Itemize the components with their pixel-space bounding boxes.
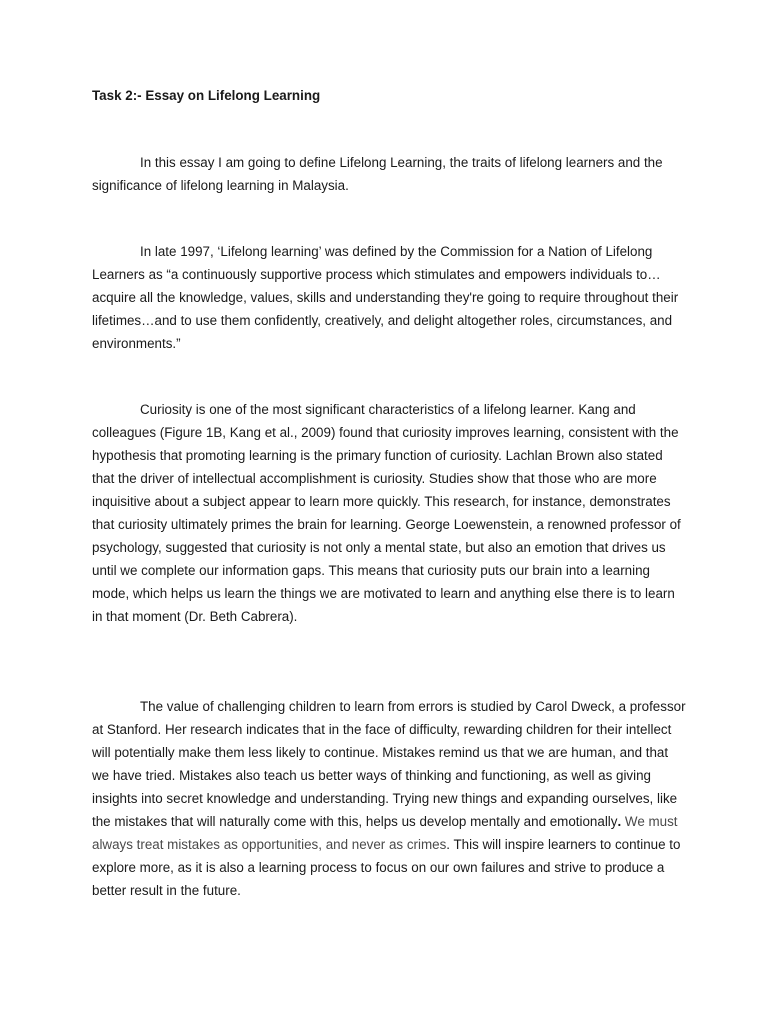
paragraph-mistakes-period: .: [617, 814, 622, 829]
paragraph-introduction: In this essay I am going to define Lifelong Learning, the traits of lifelong learners and the significance of lifelong learning in Malaysia.: [92, 155, 663, 193]
paragraph-curiosity: Curiosity is one of the most significant characteristics of a lifelong learner. Kang and colleagues (Figure 1B, Kang et al., 2009) found that curiosity improves learning, consistent with the hypothesis that promoting learning is the primary function of curiosity. Lachlan Brown also stated that the driver of intellectual accomplishment is curiosity. Studies show that those who are more inquisitive about a subject appear to learn more quickly. This research, for instance, demonstrates that curiosity ultimately primes the brain for learning. George Loewenstein, a renowned professor of psychology, suggested that curiosity is not only a mental state, but also an emotion that drives us until we complete our information gaps. This means that curiosity puts our brain into a learning mode, which helps us learn the things we are motivated to learn and anything else there is to learn in that moment (Dr. Beth Cabrera).: [92, 402, 681, 624]
paragraph-mistakes-part1: The value of challenging children to learn from errors is studied by Carol Dweck, a professor at Stanford. Her research indicates that in the face of difficulty, rewarding children for their intellect will potentially make them less likely to continue. Mistakes remind us that we are human, and that we have tried. Mistakes also teach us better ways of thinking and functioning, as well as giving insights into secret knowledge and understanding. Trying new things and expanding ourselves, like the mistakes that will naturally come with this, helps us develop mentally and emotionally: [92, 699, 686, 829]
paragraph-definition: In late 1997, ‘Lifelong learning’ was defined by the Commission for a Nation of Lifelong Learners as “a continuously supportive process which stimulates and empowers individuals to…acquire all the knowledge, values, skills and understanding they're going to require throughout their lifetimes…and to use them confidently, creatively, and delight altogether roles, circumstances, and environments.”: [92, 244, 679, 351]
paragraph-mistakes-part3: . This will inspire learners to continue to explore more, as it is also a learning process to focus on our own failures and strive to produce a better result in the future.: [92, 837, 681, 898]
paragraph-mistakes: [92, 695, 687, 902]
paragraph-mistakes-part2: We must always treat mistakes as opportunities, and never as crimes: [92, 814, 678, 852]
document-title: Task 2:- Essay on Lifelong Learning: [92, 88, 321, 103]
